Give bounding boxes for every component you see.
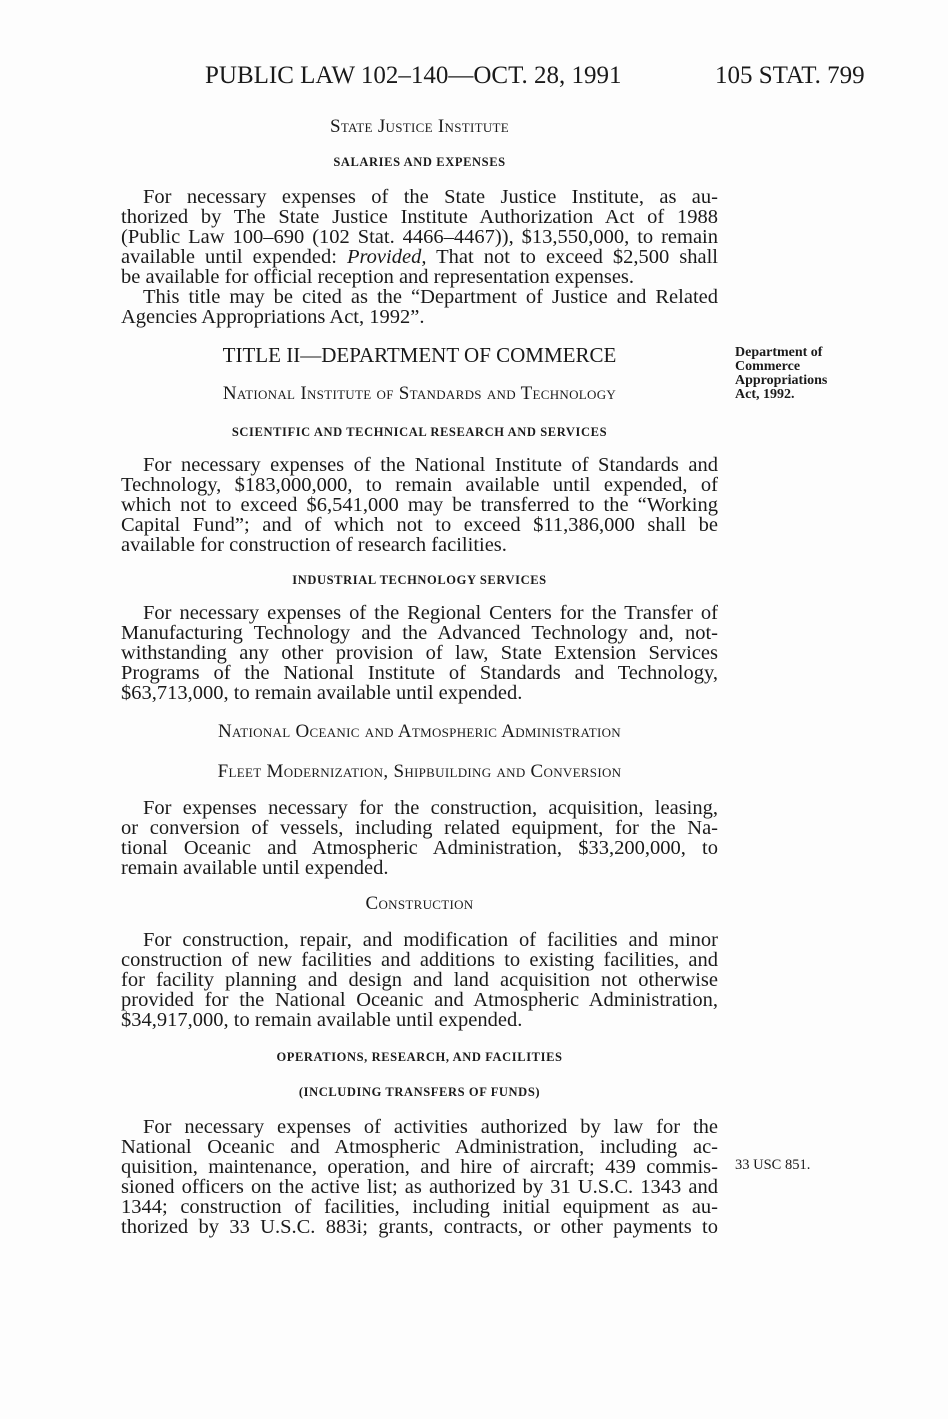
- text-line: provided for the National Oceanic and Atmospheric Administration,: [121, 989, 718, 1011]
- margin-line: Act, 1992.: [735, 387, 795, 402]
- heading-operations: OPERATIONS, RESEARCH, AND FACILITIES: [276, 1050, 563, 1064]
- text-line: For necessary expenses of the Regional Centers for the Transfer of: [143, 602, 718, 624]
- text-line: or conversion of vessels, including related equipment, for the Na-: [121, 817, 718, 839]
- margin-line: Appropriations: [735, 373, 828, 388]
- text-line: Manufacturing Technology and the Advanced Technology and, not-: [121, 622, 718, 644]
- text-line: For necessary expenses of activities authorized by law for the: [143, 1116, 718, 1138]
- title-ii-heading: TITLE II—DEPARTMENT OF COMMERCE: [222, 343, 617, 367]
- paragraph-sji: [121, 187, 718, 287]
- text-line: which not to exceed $6,541,000 may be transferred to the “Working: [121, 494, 718, 516]
- text-line: (Public Law 100–690 (102 Stat. 4466–4467)), $13,550,000, to remain: [121, 226, 718, 248]
- text-line: withstanding any other provision of law, State Extension Services: [121, 642, 718, 664]
- margin-note-commerce: [735, 346, 827, 402]
- text-line: 1344; construction of facilities, including initial equipment as au-: [121, 1196, 718, 1218]
- text-line: available for construction of research facilities.: [121, 534, 507, 556]
- paragraph-citation: [121, 287, 718, 327]
- heading-construction: Construction: [365, 893, 474, 914]
- text-line: remain available until expended.: [121, 857, 389, 879]
- text-line: This title may be cited as the “Department of Justice and Related: [143, 286, 718, 308]
- text-line: For necessary expenses of the State Justice Institute, as au-: [143, 186, 718, 208]
- text-line: tional Oceanic and Atmospheric Administration, $33,200,000, to: [121, 837, 718, 859]
- text-line: construction of new facilities and additions to existing facilities, and: [121, 949, 718, 971]
- text-line: For necessary expenses of the National Institute of Standards and: [143, 454, 718, 476]
- margin-line: Commerce: [735, 359, 801, 374]
- heading-industrial: INDUSTRIAL TECHNOLOGY SERVICES: [292, 573, 547, 587]
- text-line: thorized by The State Justice Institute Authorization Act of 1988: [121, 206, 718, 228]
- text-line: available until expended: Provided, That not to exceed $2,500 shall: [121, 246, 719, 268]
- heading-scientific: SCIENTIFIC AND TECHNICAL RESEARCH AND SERVICES: [231, 425, 608, 439]
- running-header: PUBLIC LAW 102–140—OCT. 28, 1991: [205, 62, 622, 89]
- text-line: Capital Fund”; and of which not to exceed $11,386,000 shall be: [121, 514, 718, 536]
- heading-including-transfers: (INCLUDING TRANSFERS OF FUNDS): [298, 1085, 541, 1099]
- text-line: For expenses necessary for the construction, acquisition, leasing,: [143, 797, 718, 819]
- text-line: Agencies Appropriations Act, 1992”.: [121, 306, 425, 328]
- text-line: $63,713,000, to remain available until expended.: [121, 682, 523, 704]
- text-line: thorized by 33 U.S.C. 883i; grants, contracts, or other payments to: [121, 1216, 718, 1238]
- text-line: For construction, repair, and modification of facilities and minor: [143, 929, 718, 951]
- text-line: for facility planning and design and land acquisition not otherwise: [121, 969, 718, 991]
- heading-fleet: Fleet Modernization, Shipbuilding and Conversion: [217, 761, 622, 782]
- page-number: 105 STAT. 799: [715, 62, 865, 89]
- paragraph-operations: [121, 1117, 718, 1237]
- text-line: quisition, maintenance, operation, and hire of aircraft; 439 commis-: [121, 1156, 718, 1178]
- heading-nist: National Institute of Standards and Technology: [222, 383, 617, 404]
- heading-noaa: National Oceanic and Atmospheric Administration: [218, 721, 621, 742]
- paragraph-fleet: [121, 798, 718, 878]
- text-line: Technology, $183,000,000, to remain available until expended, of: [121, 474, 718, 496]
- paragraph-construction: [121, 930, 718, 1030]
- margin-line: Department of: [735, 345, 823, 360]
- text-line: $34,917,000, to remain available until expended.: [121, 1009, 523, 1031]
- heading-state-justice-institute: State Justice Institute: [329, 116, 510, 137]
- text-line: National Oceanic and Atmospheric Administration, including ac-: [121, 1136, 718, 1158]
- text-line: be available for official reception and representation expenses.: [121, 266, 635, 288]
- margin-note-usc: 33 USC 851.: [735, 1157, 811, 1173]
- text-line: Programs of the National Institute of Standards and Technology,: [121, 662, 718, 684]
- paragraph-industrial: [121, 603, 718, 703]
- text-line: sioned officers on the active list; as authorized by 31 U.S.C. 1343 and: [121, 1176, 718, 1198]
- heading-salaries-expenses: SALARIES AND EXPENSES: [333, 155, 506, 169]
- paragraph-nist: [121, 455, 718, 555]
